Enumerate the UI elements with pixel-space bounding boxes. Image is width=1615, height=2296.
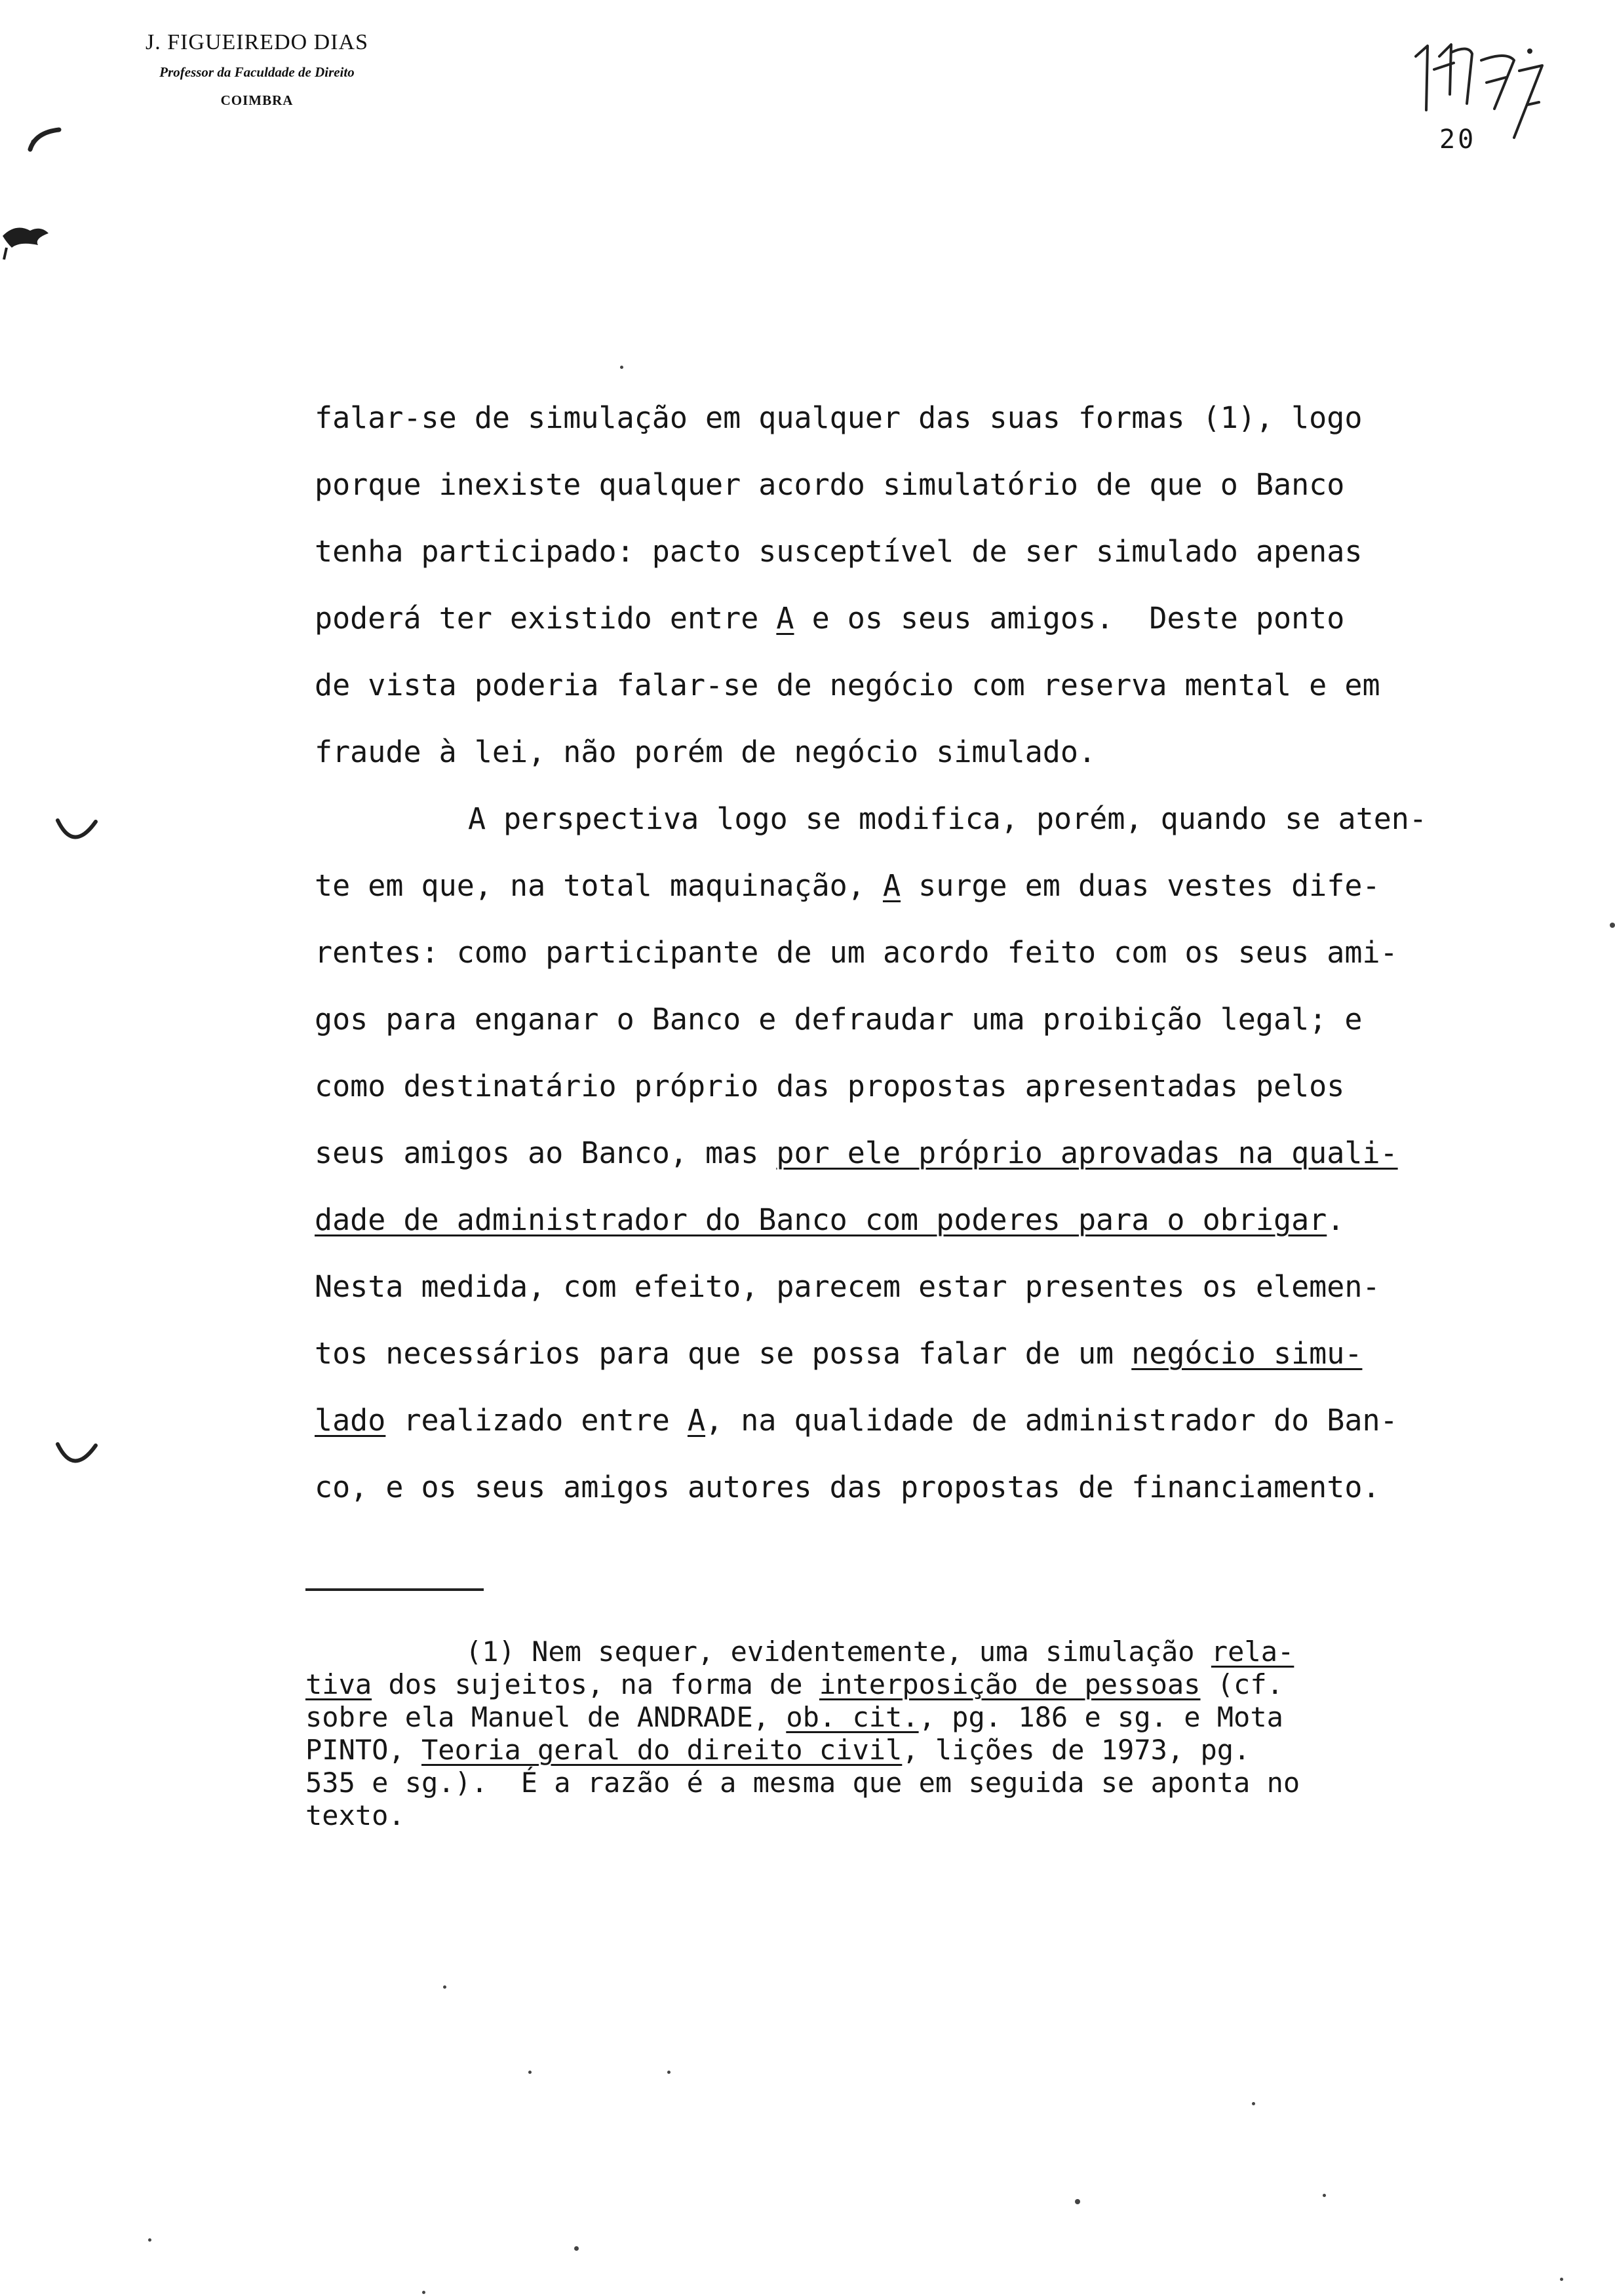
handwritten-mark	[1408, 31, 1552, 149]
body-line	[315, 599, 1344, 638]
body-line	[468, 799, 1427, 839]
underlined-text: dade de administrador do Banco com poderes para o obrigar	[315, 1202, 1327, 1237]
underlined-text: interposição de pessoas	[819, 1668, 1201, 1700]
footnote-separator	[305, 1588, 484, 1591]
speck	[148, 2238, 151, 2242]
text-segment: (cf.	[1200, 1668, 1283, 1700]
text-segment: surge em duas vestes dife-	[901, 868, 1380, 903]
text-segment: Nesta medida, com efeito, parecem estar presentes os elemen-	[315, 1269, 1380, 1304]
underlined-text: por ele próprio aprovadas na quali-	[776, 1136, 1398, 1170]
body-line	[315, 733, 1096, 772]
text-segment: como destinatário próprio das propostas apresentadas pelos	[315, 1069, 1345, 1103]
text-segment: realizado entre	[385, 1403, 688, 1438]
footnote-line	[305, 1701, 1283, 1734]
text-segment: de vista poderia falar-se de negócio com reserva mental e em	[315, 668, 1380, 702]
text-segment: rentes: como participante de um acordo feito com os seus ami-	[315, 935, 1398, 970]
text-segment: A perspectiva logo se modifica, porém, quando se aten-	[468, 801, 1427, 836]
speck	[667, 2071, 671, 2074]
footnote-line	[305, 1668, 1283, 1701]
text-segment: tos necessários para que se possa falar de um	[315, 1336, 1132, 1371]
speck	[1323, 2194, 1326, 2197]
text-segment: porque inexiste qualquer acordo simulatório de que o Banco	[315, 467, 1345, 502]
text-segment: te em que, na total maquinação,	[315, 868, 883, 903]
body-line	[315, 933, 1398, 972]
underlined-text: lado	[315, 1403, 386, 1438]
text-segment: 535 e sg.). É a razão é a mesma que em seguida se aponta no	[305, 1767, 1300, 1799]
page-number: 20	[1439, 124, 1477, 155]
underlined-text: tiva	[305, 1668, 372, 1700]
body-line	[315, 465, 1344, 505]
speck	[1252, 2102, 1255, 2105]
footnote-line	[305, 1734, 1250, 1767]
text-segment: falar-se de simulação em qualquer das suas formas (1), logo	[315, 400, 1363, 435]
underlined-text: rela-	[1211, 1636, 1294, 1668]
speck	[620, 366, 623, 369]
body-line	[315, 866, 1380, 906]
punch-hole-mark-top	[54, 815, 100, 848]
footnote-line	[305, 1767, 1300, 1799]
body-line	[315, 1200, 1344, 1240]
text-segment: tenha participado: pacto susceptível de ser simulado apenas	[315, 534, 1363, 569]
text-segment: seus amigos ao Banco, mas	[315, 1136, 777, 1170]
text-segment: dos sujeitos, na forma de	[372, 1668, 819, 1700]
speck	[1075, 2199, 1080, 2204]
underlined-text: A	[687, 1403, 706, 1438]
underlined-text: A	[882, 868, 901, 903]
text-segment: co, e os seus amigos autores das propostas de financiamento.	[315, 1470, 1380, 1504]
text-segment: , na qualidade de administrador do Ban-	[705, 1403, 1398, 1438]
underlined-text: ob. cit.	[786, 1701, 919, 1733]
text-segment: (1) Nem sequer, evidentemente, uma simulação	[465, 1636, 1211, 1668]
letterhead-city: COIMBRA	[220, 92, 294, 108]
body-line	[315, 1000, 1362, 1039]
body-line	[315, 1401, 1398, 1440]
text-segment: PINTO,	[305, 1734, 422, 1766]
speck	[443, 1985, 446, 1989]
ink-blot-mark	[0, 216, 52, 262]
body-line	[315, 1334, 1362, 1373]
underlined-text: A	[776, 601, 794, 636]
text-segment: , pg. 186 e sg. e Mota	[918, 1701, 1283, 1733]
body-line	[315, 1468, 1380, 1507]
text-segment: fraude à lei, não porém de negócio simulado.	[315, 735, 1097, 769]
speck	[528, 2071, 532, 2074]
underlined-text: negócio simu-	[1131, 1336, 1363, 1371]
text-segment: sobre ela Manuel de ANDRADE,	[305, 1701, 787, 1733]
body-line	[315, 1067, 1344, 1106]
punch-hole-mark-bottom	[54, 1439, 100, 1472]
body-line	[315, 532, 1362, 571]
text-segment: , lições de 1973, pg.	[902, 1734, 1251, 1766]
text-segment: e os seus amigos. Deste ponto	[794, 601, 1345, 636]
underlined-text: Teoria geral do direito civil	[421, 1734, 903, 1766]
body-line	[315, 666, 1380, 705]
body-line	[315, 1134, 1398, 1173]
letterhead-title: Professor da Faculdade de Direito	[159, 64, 355, 80]
text-segment: texto.	[305, 1799, 405, 1831]
text-segment: .	[1327, 1202, 1345, 1237]
body-line	[315, 398, 1362, 438]
letterhead-name: J. FIGUEIREDO DIAS	[145, 30, 369, 54]
footnote-line	[465, 1636, 1294, 1668]
speck	[1610, 923, 1615, 928]
margin-mark	[26, 126, 66, 152]
footnote-line	[305, 1799, 405, 1832]
text-segment: poderá ter existido entre	[315, 601, 777, 636]
body-line	[315, 1267, 1380, 1307]
text-segment: gos para enganar o Banco e defraudar uma proibição legal; e	[315, 1002, 1363, 1037]
speck	[422, 2291, 425, 2294]
speck	[574, 2246, 579, 2251]
letterhead	[73, 26, 440, 115]
speck	[1560, 2278, 1563, 2281]
